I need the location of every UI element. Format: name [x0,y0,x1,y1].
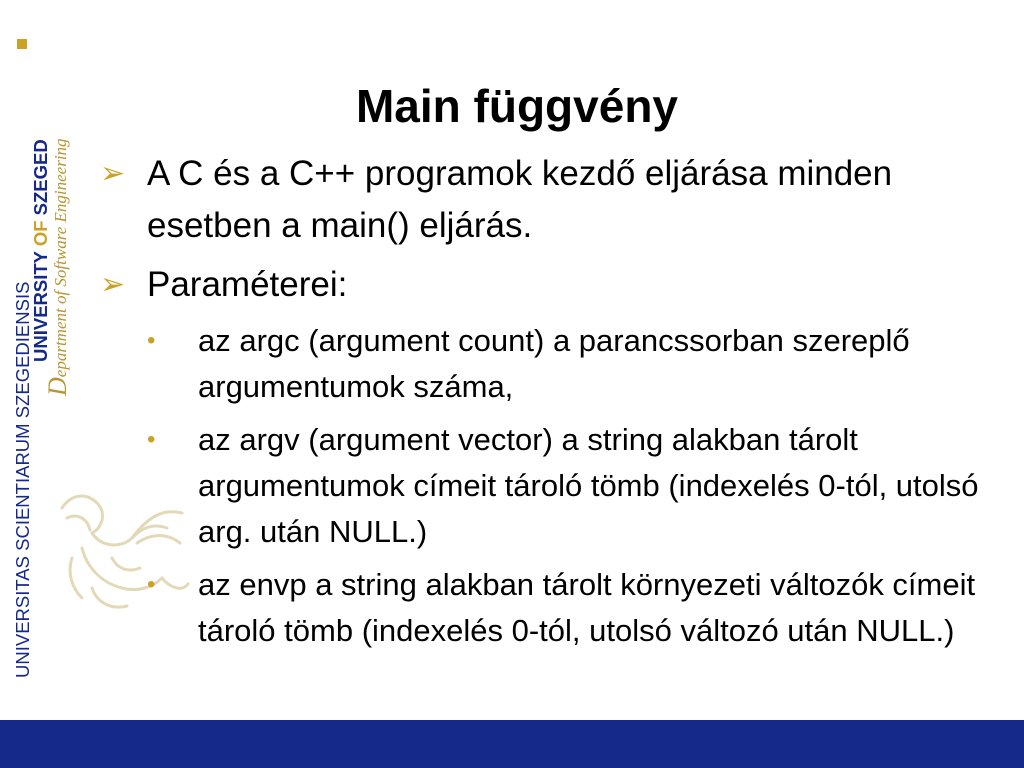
sub-bullet-item [100,562,1000,654]
sub-bullet-item [100,417,1000,555]
arrow-bullet-icon: ➢ [100,268,126,301]
arrow-bullet-icon: ➢ [100,157,126,190]
bullet-item [100,148,1000,252]
sub-bullet-text: az envp a string alakban tárolt környezeti változók címeit tároló tömb (indexelés 0-tól, utolsó változó után NULL.) [198,567,976,648]
department-initial: D [43,377,72,396]
dot-bullet-icon: • [147,571,156,598]
latin-university-name: UNIVERSITAS SCIENTIARUM SZEGEDIENSIS [12,281,33,678]
bullet-list [100,148,1000,661]
sub-bullet-text: az argc (argument count) a parancssorban szereplő argumentumok száma, [198,323,910,404]
footer-bar [0,720,1024,768]
sub-bullet-text: az argv (argument vector) a string alakban tárolt argumentumok címeit tároló tömb (indexelés 0-tól, utolsó arg. után NULL.) [198,422,979,549]
university-of-word: OF [30,220,51,247]
bullet-item [100,259,1000,311]
dot-bullet-icon: • [147,327,156,354]
bullet-text: A C és a C++ programok kezdő eljárása minden esetben a main() eljárás. [147,154,893,245]
university-word: UNIVERSITY [30,246,51,362]
university-city-word: SZEGED [30,139,51,221]
sub-bullet-item [100,318,1000,410]
slide-title: Main függvény [355,80,679,132]
dot-bullet-icon: • [147,426,156,453]
department-rest: epartment of Software Engineering [51,138,70,378]
bullet-text: Paraméterei: [147,265,348,304]
university-of-szeged-name [30,139,51,362]
